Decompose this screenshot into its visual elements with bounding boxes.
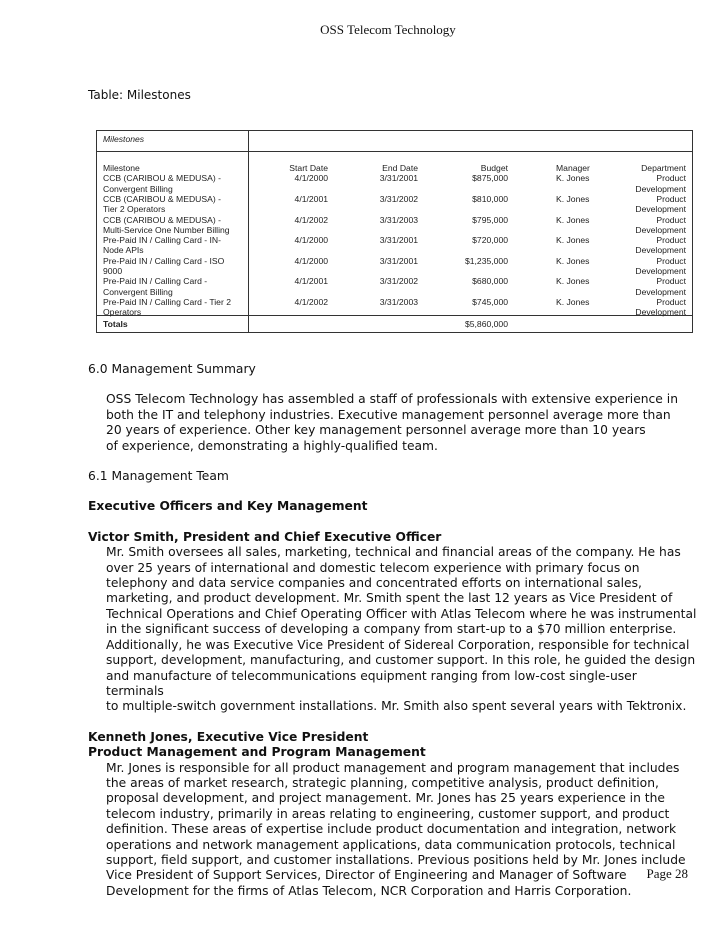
department: Product [656, 296, 686, 307]
start-date: 4/1/2000 [294, 255, 328, 266]
totals-budget: $5,860,000 [464, 319, 508, 329]
column-header: Department [641, 163, 686, 173]
start-date: 4/1/2000 [294, 173, 328, 184]
manager: K. Jones [556, 276, 590, 287]
table-caption: Table: Milestones [88, 88, 191, 102]
exec-officers-heading: Executive Officers and Key Management [88, 499, 368, 514]
table-border-bottom [96, 332, 693, 333]
text-line: operations and network management applications, data communication protocols, technical [106, 837, 676, 852]
budget: $680,000 [472, 276, 508, 287]
column-header: Milestone [103, 163, 140, 173]
text-line: over 25 years of international and domestic telecom experience with primary focus on [106, 560, 640, 575]
milestone-name: Convergent Billing [103, 183, 173, 194]
text-line: Development for the firms of Atlas Telecom, NCR Corporation and Harris Corporation. [106, 883, 632, 898]
text-line: both the IT and telephony industries. Executive management personnel average more than [106, 407, 671, 422]
department: Product [656, 173, 686, 184]
text-line: Mr. Jones is responsible for all product management and program management that includes [106, 760, 680, 775]
jones-bio [106, 761, 698, 900]
department: Development [635, 224, 686, 235]
start-date: 4/1/2002 [294, 214, 328, 225]
text-line: Additionally, he was Executive Vice President of Sidereal Corporation, responsible for technical [106, 637, 690, 652]
column-header: End Date [382, 163, 418, 173]
table-section-label: Milestones [103, 134, 145, 144]
column-header: Budget [480, 163, 508, 173]
text-line: proposal development, and project management. Mr. Jones has 25 years experience in the [106, 791, 665, 806]
department: Product [656, 276, 686, 287]
page-number: Page 28 [646, 866, 688, 881]
milestone-name: Convergent Billing [103, 286, 173, 297]
jones-title-1: Kenneth Jones, Executive Vice President [88, 729, 369, 744]
department: Product [656, 193, 686, 204]
manager: K. Jones [556, 235, 590, 246]
budget: $795,000 [472, 214, 508, 225]
budget: $875,000 [472, 173, 508, 184]
department: Development [635, 204, 686, 215]
budget: $720,000 [472, 235, 508, 246]
text-line: support, field support, and customer installations. Previous positions held by Mr. Jones include [106, 852, 686, 867]
milestone-name: Operators [103, 307, 142, 318]
manager: K. Jones [556, 193, 590, 204]
budget: $1,235,000 [464, 255, 508, 266]
management-summary-heading: 6.0 Management Summary [88, 362, 256, 376]
start-date: 4/1/2000 [294, 235, 328, 246]
table-border-left [96, 130, 97, 333]
table-rule-under-label [96, 151, 693, 152]
text-line: in the significant success of developing a company from start-up to a $70 million enterprise. [106, 622, 677, 637]
column-header: Start Date [289, 163, 328, 173]
end-date: 3/31/2003 [379, 214, 418, 225]
manager: K. Jones [556, 214, 590, 225]
smith-bio [106, 545, 698, 714]
management-team-heading: 6.1 Management Team [88, 469, 229, 484]
totals-label: Totals [103, 319, 128, 329]
end-date: 3/31/2001 [379, 173, 418, 184]
milestone-name: Pre-Paid IN / Calling Card - IN- [103, 235, 221, 246]
milestone-name: Node APIs [103, 245, 144, 256]
milestone-name: CCB (CARIBOU & MEDUSA) - [103, 214, 221, 225]
milestone-name: Pre-Paid IN / Calling Card - Tier 2 [103, 296, 231, 307]
department: Development [635, 245, 686, 256]
text-line: to multiple-switch government installations. Mr. Smith also spent several years with Tektronix. [106, 699, 687, 714]
manager: K. Jones [556, 296, 590, 307]
page-header-title: OSS Telecom Technology [320, 22, 456, 37]
jones-title-2: Product Management and Program Management [88, 745, 426, 760]
text-line: OSS Telecom Technology has assembled a staff of professionals with extensive experience in [106, 392, 678, 407]
smith-title: Victor Smith, President and Chief Executive Officer [88, 529, 442, 544]
text-line: Vice President of Support Services, Director of Engineering and Manager of Software [106, 868, 627, 883]
text-line: Mr. Smith oversees all sales, marketing, technical and financial areas of the company. He has [106, 545, 681, 560]
text-line: and manufacture of telecommunications equipment ranging from low-cost single-user terminals [106, 668, 637, 698]
milestone-name: Tier 2 Operators [103, 204, 166, 215]
end-date: 3/31/2003 [379, 296, 418, 307]
text-line: Technical Operations and Chief Operating Officer with Atlas Telecom where he was instrumental [106, 606, 697, 621]
text-line: telecom industry, primarily in areas relating to engineering, customer support, and product [106, 806, 670, 821]
text-line: marketing, and product development. Mr. Smith spent the last 12 years as Vice President of [106, 591, 673, 606]
department: Development [635, 286, 686, 297]
start-date: 4/1/2001 [294, 276, 328, 287]
start-date: 4/1/2001 [294, 193, 328, 204]
text-line: telephony and data service companies and concentrated efforts on international sales, [106, 576, 642, 591]
text-line: of experience, demonstrating a highly-qualified team. [106, 438, 438, 453]
department: Development [635, 266, 686, 276]
milestone-name: 9000 [103, 266, 123, 276]
department: Product [656, 255, 686, 266]
end-date: 3/31/2002 [379, 276, 418, 287]
column-header: Manager [556, 163, 590, 173]
start-date: 4/1/2002 [294, 296, 328, 307]
milestone-name: Multi-Service One Number Billing [103, 224, 230, 235]
milestone-name: CCB (CARIBOU & MEDUSA) - [103, 173, 221, 184]
table-border-right [692, 130, 693, 333]
department: Product [656, 235, 686, 246]
table-border-top [96, 130, 693, 131]
end-date: 3/31/2001 [379, 255, 418, 266]
milestone-name: Pre-Paid IN / Calling Card - [103, 276, 208, 287]
budget: $745,000 [472, 296, 508, 307]
document-body [88, 362, 698, 899]
manager: K. Jones [556, 255, 590, 266]
text-line: definition. These areas of expertise include product documentation and integration, network [106, 822, 677, 837]
manager: K. Jones [556, 173, 590, 184]
milestones-table [96, 130, 693, 333]
end-date: 3/31/2001 [379, 235, 418, 246]
department: Product [656, 214, 686, 225]
department: Development [635, 183, 686, 194]
department: Development [635, 307, 686, 318]
milestone-name: CCB (CARIBOU & MEDUSA) - [103, 193, 221, 204]
text-line: 20 years of experience. Other key management personnel average more than 10 years [106, 423, 646, 438]
budget: $810,000 [472, 193, 508, 204]
end-date: 3/31/2002 [379, 193, 418, 204]
management-summary-text [106, 392, 698, 454]
milestone-name: Pre-Paid IN / Calling Card - ISO [103, 255, 225, 266]
text-line: support, development, manufacturing, and customer support. In this role, he guided the design [106, 653, 696, 668]
text-line: the areas of market research, strategic planning, competitive analysis, product definition, [106, 775, 659, 790]
